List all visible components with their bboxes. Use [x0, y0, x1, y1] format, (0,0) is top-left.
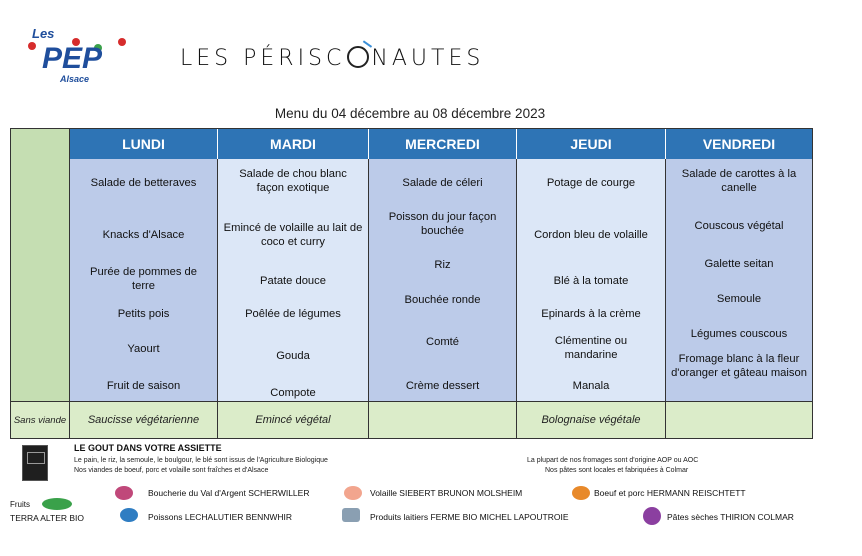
supplier-label: Boeuf et porc HERMANN REISCHTETT	[594, 488, 746, 498]
rocket-ring-icon	[347, 46, 369, 68]
sans-viande-label: Sans viande	[11, 402, 70, 439]
supplier-label: Volaille SIEBERT BRUNON MOLSHEIM	[370, 488, 523, 498]
day-header: LUNDI	[70, 129, 218, 159]
sans-viande-cell: Bolognaise végétale	[517, 402, 666, 439]
menu-item: Fromage blanc à la fleur d'oranger et gâteau maison	[671, 353, 807, 379]
footer-line: La plupart de nos fromages sont d'origine AOP ou AOC	[527, 457, 699, 464]
menu-item: Patate douce	[260, 275, 326, 287]
menu-title: Menu du 04 décembre au 08 décembre 2023	[274, 106, 546, 121]
menu-item: Poêlée de légumes	[245, 308, 341, 320]
day-body	[369, 159, 517, 401]
menu-item: Salade de carottes à la canelle	[681, 168, 797, 194]
chicken-icon	[344, 486, 362, 500]
periscronautes-brand: LES PÉRISC NAUTES	[180, 46, 485, 71]
sans-viande-cell	[666, 402, 812, 439]
footer-line: Nos pâtes sont locales et fabriquées à Colmar	[545, 467, 689, 474]
day-header: MERCREDI	[369, 129, 517, 159]
sans-viande-row	[11, 401, 812, 438]
menu-item: Epinards à la crème	[541, 308, 641, 320]
menu-item: Semoule	[716, 293, 762, 305]
menu-item: Manala	[572, 380, 610, 392]
menu-item: Potage de courge	[546, 177, 636, 189]
day-body	[666, 159, 812, 401]
sans-viande-cell	[369, 402, 517, 439]
menu-item: Yaourt	[127, 343, 160, 355]
supplier-label: Boucherie du Val d'Argent SCHERWILLER	[148, 488, 310, 498]
menu-item: Fruit de saison	[106, 380, 181, 392]
menu-item: Légumes couscous	[690, 328, 788, 340]
day-body	[517, 159, 666, 401]
menu-item: Couscous végétal	[694, 220, 784, 232]
footer-heading: LE GOUT DANS VOTRE ASSIETTE	[74, 443, 222, 453]
menu-item: Gouda	[276, 350, 310, 362]
supplier-label: Pâtes sèches THIRION COLMAR	[667, 512, 794, 522]
menu-item: Purée de pommes de terre	[90, 266, 197, 292]
fruit-icon	[42, 498, 72, 510]
pig-icon	[115, 486, 133, 500]
menu-item: Petits pois	[117, 308, 170, 320]
pasta-icon	[643, 507, 661, 525]
day-header: JEUDI	[517, 129, 666, 159]
day-body	[70, 159, 218, 401]
side-column	[11, 129, 70, 401]
sans-viande-cell: Emincé végétal	[218, 402, 369, 439]
menu-item: Salade de chou blanc façon exotique	[239, 168, 347, 194]
svg-text:Les: Les	[32, 26, 55, 41]
supplier-label: Produits laitiers FERME BIO MICHEL LAPOUTROIE	[370, 512, 569, 522]
book-icon	[22, 445, 48, 481]
day-header: VENDREDI	[666, 129, 812, 159]
fruits-label: Fruits	[10, 500, 30, 509]
menu-item: Clémentine ou mandarine	[554, 335, 628, 361]
menu-item: Salade de céleri	[402, 177, 483, 189]
menu-item: Emincé de volaille au lait de coco et curry	[223, 222, 363, 248]
menu-item: Riz	[434, 259, 451, 271]
fish-icon	[120, 508, 138, 522]
svg-text:Alsace: Alsace	[60, 74, 90, 84]
menu-grid	[10, 128, 813, 439]
menu-item: Galette seitan	[704, 258, 774, 270]
pep-alsace-logo	[14, 26, 134, 86]
menu-item: Comté	[426, 336, 459, 348]
menu-item: Cordon bleu de volaille	[534, 229, 648, 241]
cow-icon	[572, 486, 590, 500]
menu-item: Compote	[270, 387, 316, 399]
supplier-label: Poissons LECHALUTIER BENNWHIR	[148, 512, 293, 522]
svg-text:PEP: PEP	[42, 42, 103, 75]
fruits-supplier: TERRA ALTER BIO	[10, 513, 85, 523]
sans-viande-cell: Saucisse végétarienne	[70, 402, 218, 439]
menu-item: Salade de betteraves	[90, 177, 197, 189]
footer-line: Nos viandes de boeuf, porc et volaille sont fraîches et d'Alsace	[74, 467, 269, 474]
day-body	[218, 159, 369, 401]
menu-item: Bouchée ronde	[404, 294, 481, 306]
menu-item: Crème dessert	[405, 380, 480, 392]
dairy-icon	[342, 508, 360, 522]
menu-item: Knacks d'Alsace	[102, 229, 185, 241]
footer-line: Le pain, le riz, la semoule, le boulgour, le blé sont issus de l'Agriculture Biologique	[74, 457, 328, 464]
menu-item: Blé à la tomate	[553, 275, 629, 287]
menu-item: Poisson du jour façon bouchée	[388, 211, 497, 237]
day-header: MARDI	[218, 129, 369, 159]
